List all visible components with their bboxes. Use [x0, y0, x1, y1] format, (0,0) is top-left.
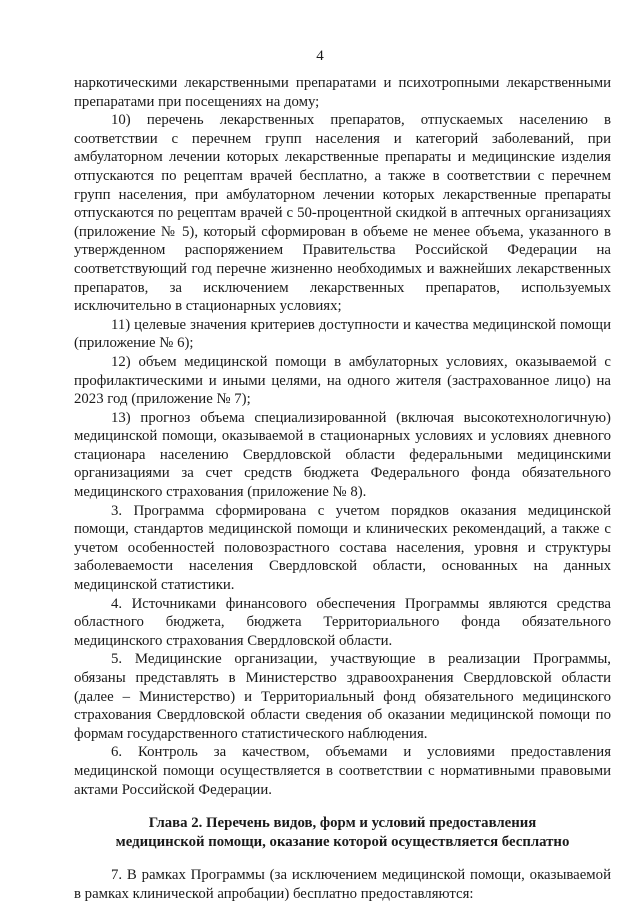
paragraph-item-10: 10) перечень лекарственных препаратов, отпускаемых населению в соответствии с перечнем групп населения и категорий заболеваний, при амбулаторном лечении которых лекарственные препараты и медицинские изделия отпускаются по рецептам врачей бесплатно, а также в соответствии с перечнем групп населения, при амбулаторном лечении которых лекарственные препараты отпускаются по рецептам врачей с 50-процентной скидкой в аптечных организациях (приложение № 5), который сформирован в объеме не менее объема, указанного в утвержденном распоряжением Правительства Российской Федерации на соответствующий год перечне жизненно необходимых и важнейших лекарственных препаратов, за исключением лекарственных препаратов, используемых исключительно в стационарных условиях; [74, 112, 611, 315]
chapter-heading-line-1: Глава 2. Перечень видов, форм и условий предоставления [148, 815, 537, 832]
paragraph-section-3: 3. Программа сформирована с учетом порядков оказания медицинской помощи, стандартов медицинской помощи и клинических рекомендаций, а также с учетом особенностей половозрастного состава населения, уровня и структуры заболеваемости населения Свердловской области, основанных на данных медицинской статистики. [74, 502, 611, 594]
paragraph-section-7: 7. В рамках Программы (за исключением медицинской помощи, оказываемой в рамках клинической апробации) бесплатно предоставляются: [74, 867, 611, 902]
chapter-heading [74, 814, 611, 852]
paragraph-item-11: 11) целевые значения критериев доступности и качества медицинской помощи (приложение № 6); [74, 316, 611, 352]
page-number: 4 [316, 48, 324, 64]
chapter-heading-line-2: медицинской помощи, оказание которой осуществляется бесплатно [115, 834, 570, 851]
paragraph-section-5: 5. Медицинские организации, участвующие в реализации Программы, обязаны представлять в Министерство здравоохранения Свердловской области (далее – Министерство) и Территориальный фонд обязательного медицинского страхования Свердловской области сведения об оказании медицинской помощи по формам государственного статистического наблюдения. [74, 651, 611, 742]
paragraph-section-6: 6. Контроль за качеством, объемами и условиями предоставления медицинской помощи осуществляется в соответствии с нормативными правовыми актами Российской Федерации. [74, 744, 611, 798]
paragraph-section-4: 4. Источниками финансового обеспечения Программы являются средства областного бюджета, бюджета Территориального фонда обязательного медицинского страхования Свердловской области. [74, 595, 611, 649]
paragraph-continuation: наркотическими лекарственными препаратами и психотропными лекарственными препаратами при посещениях на дому; [74, 75, 611, 110]
paragraph-item-13: 13) прогноз объема специализированной (включая высокотехнологичную) медицинской помощи, оказываемой в стационарных условиях и условиях дневного стационара населению Свердловской области федеральными медицинскими организациями за счет средств бюджета Федерального фонда обязательного медицинского страхования (приложение № 8). [74, 409, 611, 501]
paragraph-item-12: 12) объем медицинской помощи в амбулаторных условиях, оказываемой с профилактическими и иными целями, на одного жителя (застрахованное лицо) на 2023 год (приложение № 7); [74, 353, 611, 408]
document-body [74, 74, 611, 903]
